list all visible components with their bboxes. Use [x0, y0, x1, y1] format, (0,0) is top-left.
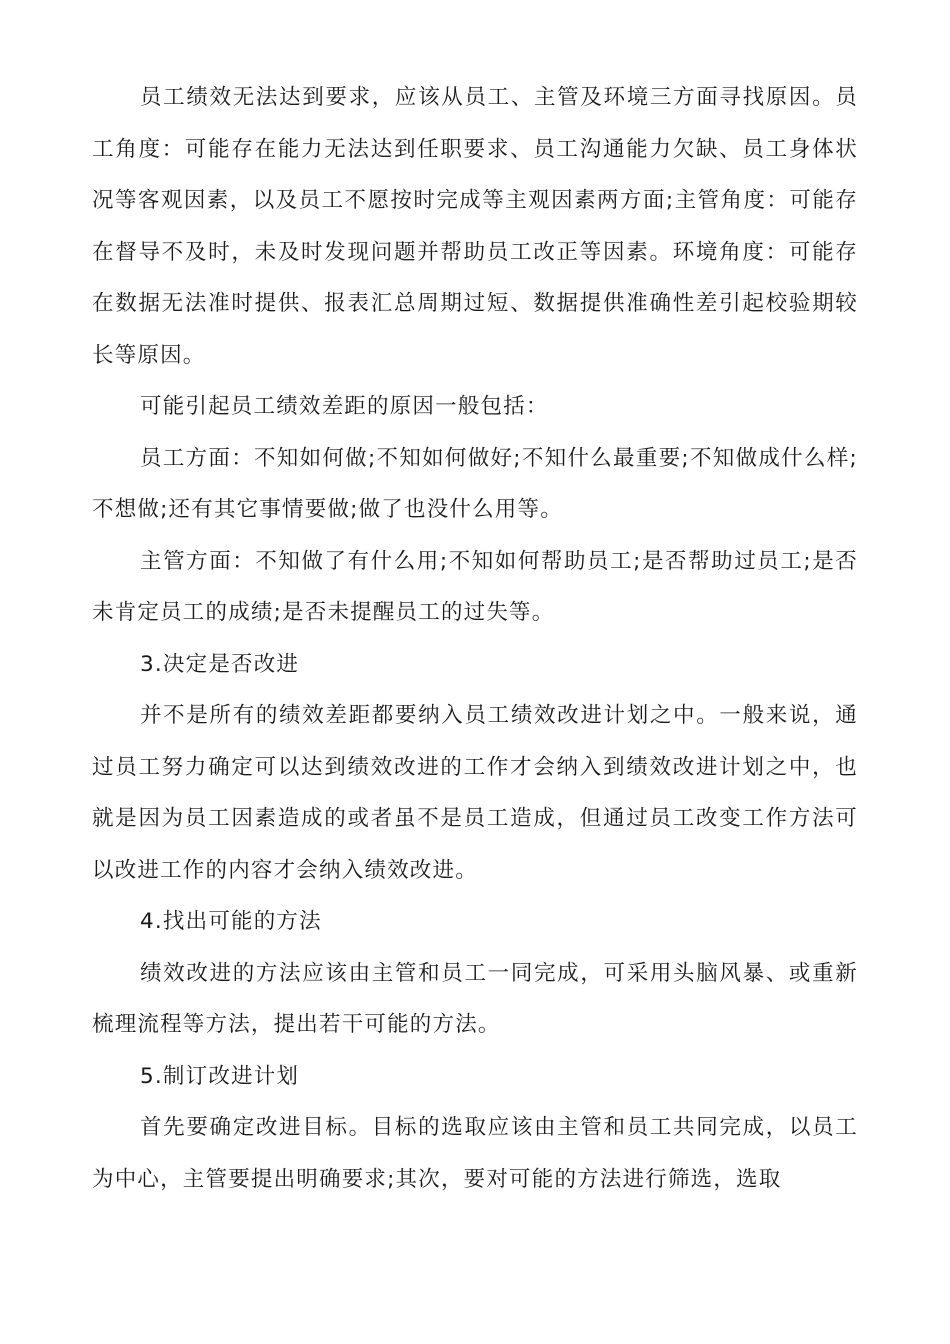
paragraph-manager-side: 主管方面：不知做了有什么用;不知如何帮助员工;是否帮助过员工;是否未肯定员工的成绩;是否未提醒员工的过失等。 — [92, 548, 858, 625]
paragraph-causes-overview: 员工绩效无法达到要求，应该从员工、主管及环境三方面寻找原因。员工角度：可能存在能力无法达到任职要求、员工沟通能力欠缺、员工身体状况等客观因素，以及员工不愿按时完成等主观因素两方面;主管角度：可能存在督导不及时，未及时发现问题并帮助员工改正等因素。环境角度：可能存在数据无法准时提供、报表汇总周期过短、数据提供准确性差引起校验期较长等原因。 — [92, 85, 858, 368]
document-page — [92, 72, 858, 1205]
section-heading-4: 4.找出可能的方法 — [140, 909, 322, 934]
paragraph-gap-causes-intro: 可能引起员工绩效差距的原因一般包括： — [140, 394, 549, 419]
paragraph-make-plan: 首先要确定改进目标。目标的选取应该由主管和员工共同完成，以员工为中心，主管要提出明确要求;其次，要对可能的方法进行筛选，选取 — [92, 1115, 858, 1192]
paragraph-decide-improvement: 并不是所有的绩效差距都要纳入员工绩效改进计划之中。一般来说，通过员工努力确定可以达到绩效改进的工作才会纳入到绩效改进计划之中，也就是因为员工因素造成的或者虽不是员工造成，但通过员工改变工作方法可以改进工作的内容才会纳入绩效改进。 — [92, 703, 858, 883]
paragraph-employee-side: 员工方面：不知如何做;不知如何做好;不知什么最重要;不知做成什么样;不想做;还有其它事情要做;做了也没什么用等。 — [92, 445, 858, 522]
paragraph-find-methods: 绩效改进的方法应该由主管和员工一同完成，可采用头脑风暴、或重新梳理流程等方法，提出若干可能的方法。 — [92, 960, 858, 1037]
section-heading-5: 5.制订改进计划 — [140, 1063, 300, 1089]
section-heading-3: 3.决定是否改进 — [140, 651, 300, 677]
